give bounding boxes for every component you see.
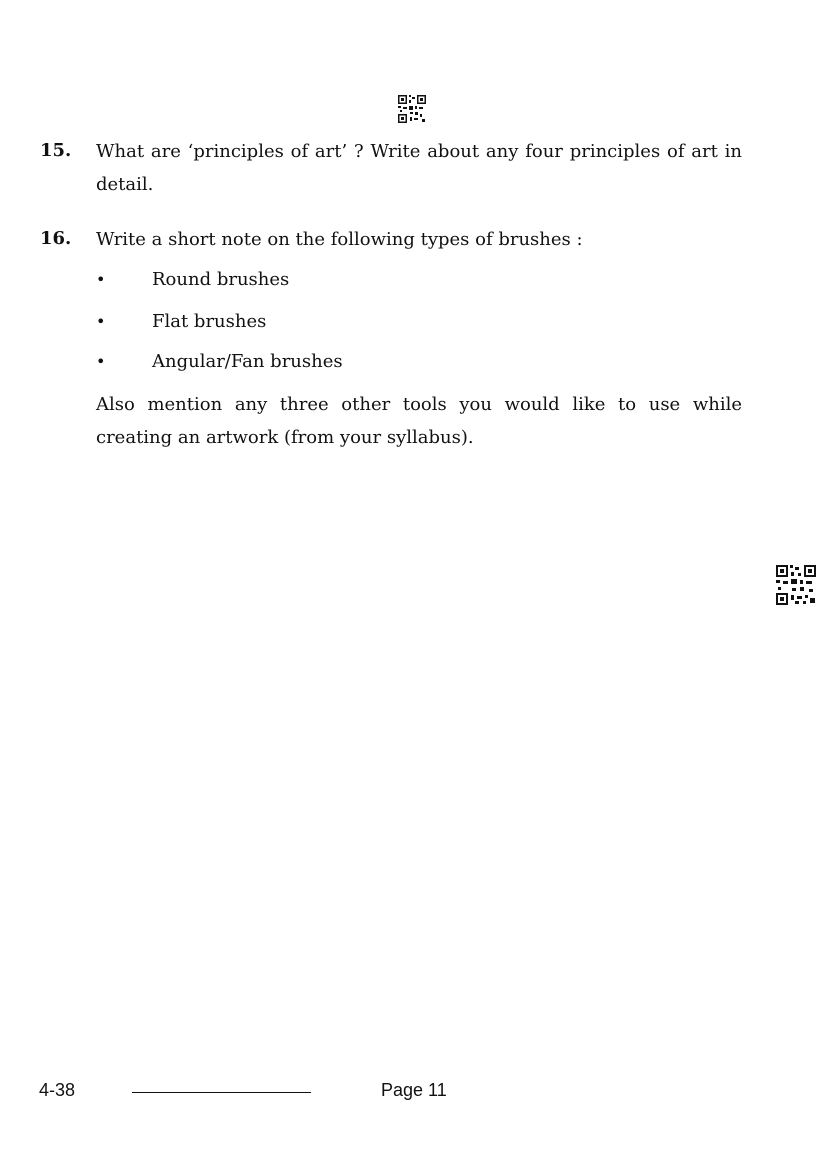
bullet-marker: • (96, 312, 106, 331)
question-number: 16. (40, 228, 72, 249)
bullet-marker: • (96, 352, 106, 371)
page-number: Page 11 (381, 1080, 447, 1100)
qr-code-icon (398, 95, 426, 123)
list-item: Flat brushes (152, 311, 267, 332)
question-number: 15. (40, 140, 72, 161)
list-item: Angular/Fan brushes (152, 351, 343, 372)
qr-code-icon (776, 565, 816, 605)
paper-code: 4-38 (39, 1080, 76, 1100)
question-text: Write a short note on the following types of brushes : (96, 229, 583, 250)
bullet-marker: • (96, 270, 106, 289)
divider (132, 1092, 311, 1093)
question-closing-text: Also mention any three other tools you would like to use while creating an artwork (from your syllabus). (96, 394, 742, 448)
list-item: Round brushes (152, 269, 290, 290)
question-text: What are ‘principles of art’ ? Write about any four principles of art in detail. (96, 141, 742, 195)
